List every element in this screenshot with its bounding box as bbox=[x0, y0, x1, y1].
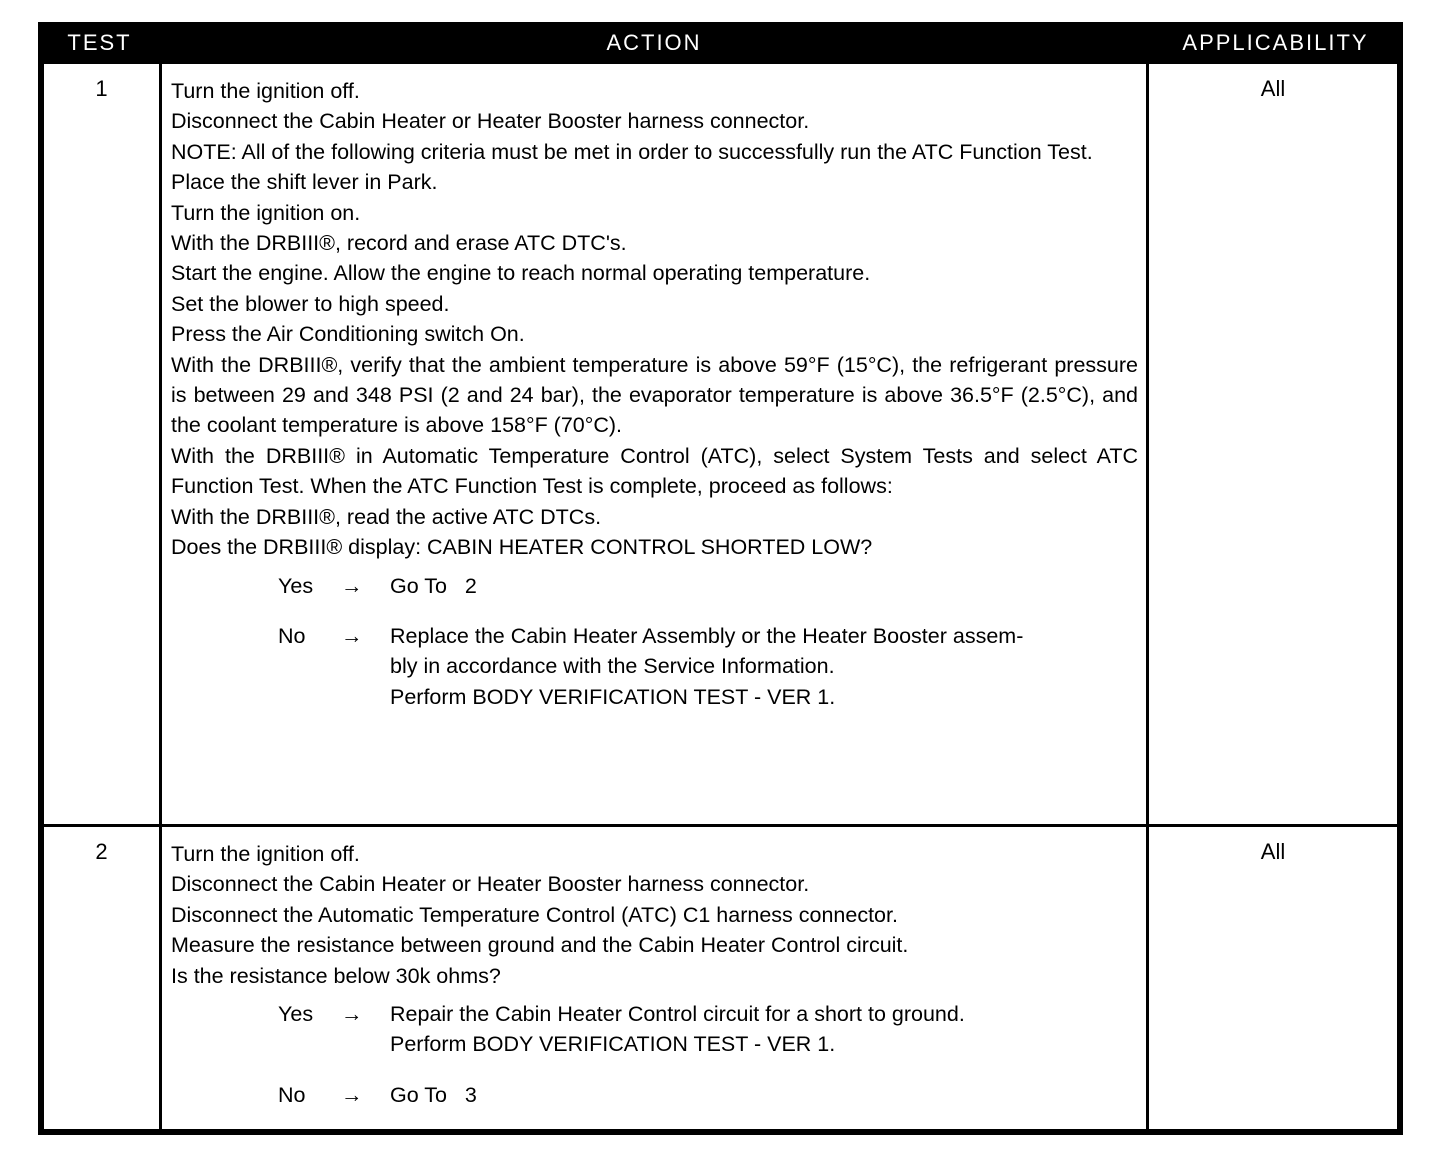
row-2-applicability bbox=[1149, 827, 1397, 1129]
action-line: Is the resistance below 30k ohms? bbox=[171, 963, 501, 988]
test-number: 2 bbox=[95, 839, 108, 864]
action-line: Disconnect the Automatic Temperature Control (ATC) C1 harness connector. bbox=[171, 902, 898, 927]
option-text: Go To 3 bbox=[390, 1082, 477, 1107]
result-options bbox=[171, 999, 1138, 1110]
action-line: Measure the resistance between ground and the Cabin Heater Control circuit. bbox=[171, 933, 909, 958]
row-2-action bbox=[162, 827, 1146, 1129]
arrow-right-icon: → bbox=[341, 1002, 363, 1027]
header-action: ACTION bbox=[606, 30, 702, 55]
action-line: With the DRBIII®, record and erase ATC DTC's. bbox=[171, 231, 627, 256]
applicability-value: All bbox=[1260, 839, 1286, 864]
row-2-test-number bbox=[44, 827, 159, 1129]
action-line: NOTE: All of the following criteria must be met in order to successfully run the ATC Function Test. bbox=[171, 139, 1093, 164]
action-line: With the DRBIII®, verify that the ambient temperature is above 59°F (15°C), the refrigerant pressure is between 29 and 348 PSI (2 and 24 bar), the evaporator temperature is above 36.5°F (2.5°C), and the coolant temperature is above 158°F (70°C). bbox=[171, 352, 1138, 438]
arrow-right-icon: → bbox=[341, 1082, 363, 1107]
option-text: Repair the Cabin Heater Control circuit for a short to ground. bbox=[390, 1002, 965, 1027]
action-line: Start the engine. Allow the engine to reach normal operating temperature. bbox=[171, 261, 871, 286]
arrow-right-icon: → bbox=[341, 573, 363, 598]
option-text: Perform BODY VERIFICATION TEST - VER 1. bbox=[390, 1032, 836, 1057]
option-text: bly in accordance with the Service Information. bbox=[390, 654, 835, 679]
option-text: Perform BODY VERIFICATION TEST - VER 1. bbox=[390, 684, 836, 709]
action-line: With the DRBIII®, read the active ATC DTCs. bbox=[171, 504, 602, 529]
option-label: No bbox=[278, 1082, 306, 1107]
applicability-value: All bbox=[1260, 76, 1286, 101]
action-line: Place the shift lever in Park. bbox=[171, 170, 438, 195]
action-line: Press the Air Conditioning switch On. bbox=[171, 322, 525, 347]
action-line: Disconnect the Cabin Heater or Heater Booster harness connector. bbox=[171, 109, 810, 134]
table-header bbox=[38, 22, 1403, 64]
option-label: No bbox=[278, 623, 306, 648]
test-number: 1 bbox=[95, 76, 108, 101]
action-line: Turn the ignition off. bbox=[171, 79, 360, 103]
result-options bbox=[171, 571, 1138, 713]
row-1-test-number bbox=[44, 64, 159, 824]
row-1-action bbox=[162, 64, 1146, 824]
action-line: Turn the ignition off. bbox=[171, 842, 360, 866]
option-text: Go To 2 bbox=[390, 573, 477, 598]
option-no bbox=[171, 621, 1138, 712]
header-applicability: APPLICABILITY bbox=[1182, 30, 1369, 55]
action-line: Set the blower to high speed. bbox=[171, 291, 450, 316]
arrow-right-icon: → bbox=[341, 623, 363, 648]
action-line: Turn the ignition on. bbox=[171, 200, 361, 225]
action-line: With the DRBIII® in Automatic Temperature Control (ATC), select System Tests and select ATC Function Test. When the ATC Function Test is complete, proceed as follows: bbox=[171, 443, 1138, 499]
header-test: TEST bbox=[67, 30, 132, 55]
option-label: Yes bbox=[278, 573, 314, 598]
option-no bbox=[171, 1080, 1138, 1110]
row-1-applicability bbox=[1149, 64, 1397, 824]
action-line: Does the DRBIII® display: CABIN HEATER CONTROL SHORTED LOW? bbox=[171, 535, 873, 560]
option-text: Replace the Cabin Heater Assembly or the Heater Booster assem- bbox=[390, 623, 1024, 648]
option-yes bbox=[171, 999, 1138, 1060]
option-yes bbox=[171, 571, 1138, 601]
action-line: Disconnect the Cabin Heater or Heater Booster harness connector. bbox=[171, 872, 810, 897]
option-label: Yes bbox=[278, 1002, 314, 1027]
diagnostic-table bbox=[38, 22, 1403, 1135]
